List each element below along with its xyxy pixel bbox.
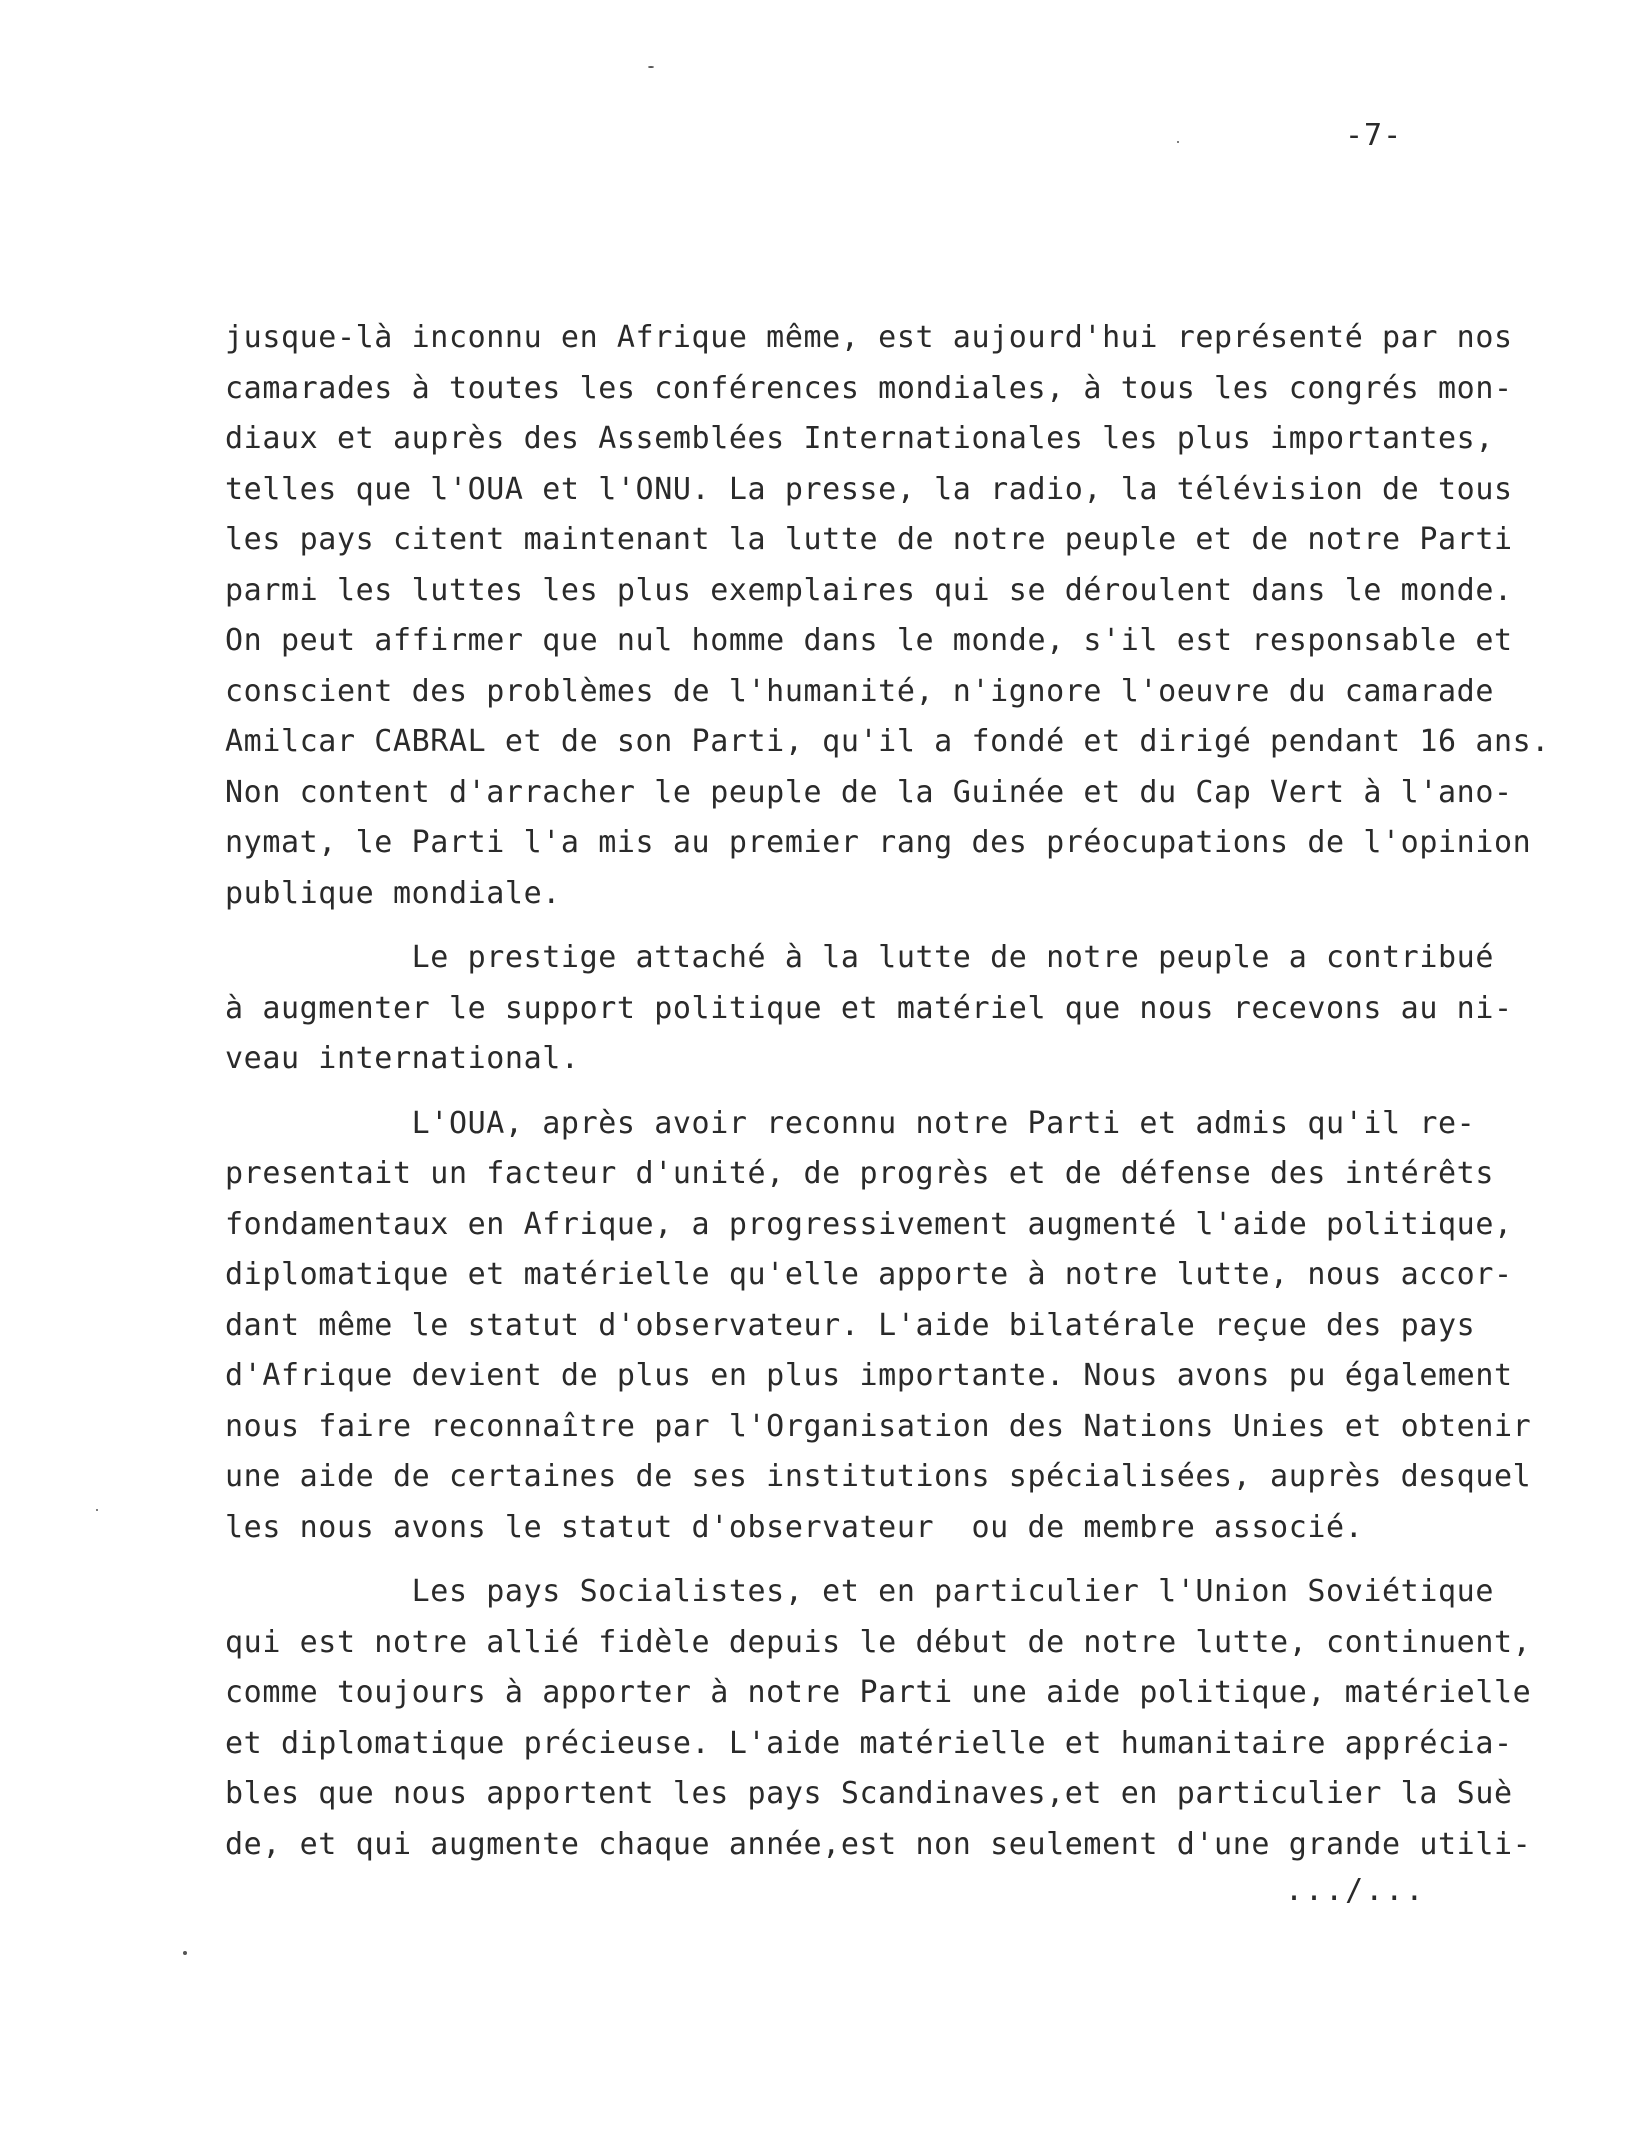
text-line: les nous avons le statut d'observateur ou de membre associé. xyxy=(225,1509,1364,1545)
text-line: jusque-là inconnu en Afrique même, est aujourd'hui représenté par nos xyxy=(225,320,1513,355)
text-line: d'Afrique devient de plus en plus importante. Nous avons pu également xyxy=(225,1358,1513,1393)
text-line: diaux et auprès des Assemblées Internationales les plus importantes, xyxy=(225,421,1494,456)
text-line: à augmenter le support politique et matériel que nous recevons au ni- xyxy=(225,990,1513,1026)
scan-speck xyxy=(183,1951,187,1955)
text-line: une aide de certaines de ses institutions spécialisées, auprès desquel xyxy=(225,1459,1532,1494)
paragraph-4 xyxy=(225,1567,1625,1870)
text-line: Non content d'arracher le peuple de la Guinée et du Cap Vert à l'ano- xyxy=(225,774,1513,810)
text-line: L'OUA, après avoir reconnu notre Parti et admis qu'il re- xyxy=(225,1105,1476,1141)
paragraph-1 xyxy=(225,313,1625,919)
paragraph-3 xyxy=(225,1099,1625,1554)
scan-speck xyxy=(648,66,654,68)
text-line: camarades à toutes les conférences mondiales, à tous les congrés mon- xyxy=(225,370,1513,406)
paragraph-gap xyxy=(225,1085,1625,1099)
text-line: parmi les luttes les plus exemplaires qui se déroulent dans le monde. xyxy=(225,572,1513,608)
continuation-marker: .../... xyxy=(1285,1873,1426,1908)
text-line: fondamentaux en Afrique, a progressivement augmenté l'aide politique, xyxy=(225,1206,1513,1242)
text-line: Les pays Socialistes, et en particulier l'Union Soviétique xyxy=(225,1574,1494,1609)
text-line: telles que l'OUA et l'ONU. La presse, la radio, la télévision de tous xyxy=(225,471,1513,507)
text-line: et diplomatique précieuse. L'aide matérielle et humanitaire apprécia- xyxy=(225,1725,1513,1761)
text-line: On peut affirmer que nul homme dans le monde, s'il est responsable et xyxy=(225,623,1513,658)
scan-speck xyxy=(96,1509,98,1511)
paragraph-gap xyxy=(225,1553,1625,1567)
text-line: diplomatique et matérielle qu'elle apporte à notre lutte, nous accor- xyxy=(225,1257,1513,1292)
text-line: de, et qui augmente chaque année,est non seulement d'une grande utili- xyxy=(225,1826,1532,1862)
text-line: qui est notre allié fidèle depuis le début de notre lutte, continuent, xyxy=(225,1624,1532,1660)
page-number: -7- xyxy=(1345,118,1403,153)
text-line: nymat, le Parti l'a mis au premier rang des préocupations de l'opinion xyxy=(225,825,1532,860)
scan-speck xyxy=(1177,141,1179,143)
text-line: veau international. xyxy=(225,1041,580,1076)
text-line: presentait un facteur d'unité, de progrès et de défense des intérêts xyxy=(225,1156,1494,1191)
text-line: Amilcar CABRAL et de son Parti, qu'il a fondé et dirigé pendant 16 ans. xyxy=(225,724,1550,759)
paragraph-gap xyxy=(225,919,1625,933)
text-line: bles que nous apportent les pays Scandinaves,et en particulier la Suè xyxy=(225,1776,1513,1811)
text-line: dant même le statut d'observateur. L'aide bilatérale reçue des pays xyxy=(225,1307,1476,1343)
text-line: les pays citent maintenant la lutte de notre peuple et de notre Parti xyxy=(225,522,1513,557)
text-line: Le prestige attaché à la lutte de notre peuple a contribué xyxy=(225,940,1494,975)
text-line: conscient des problèmes de l'humanité, n'ignore l'oeuvre du camarade xyxy=(225,673,1494,709)
text-line: nous faire reconnaître par l'Organisation des Nations Unies et obtenir xyxy=(225,1408,1532,1444)
text-line: comme toujours à apporter à notre Parti une aide politique, matérielle xyxy=(225,1675,1532,1710)
text-line: publique mondiale. xyxy=(225,875,561,911)
paragraph-2 xyxy=(225,933,1625,1085)
body-text xyxy=(225,313,1625,1870)
